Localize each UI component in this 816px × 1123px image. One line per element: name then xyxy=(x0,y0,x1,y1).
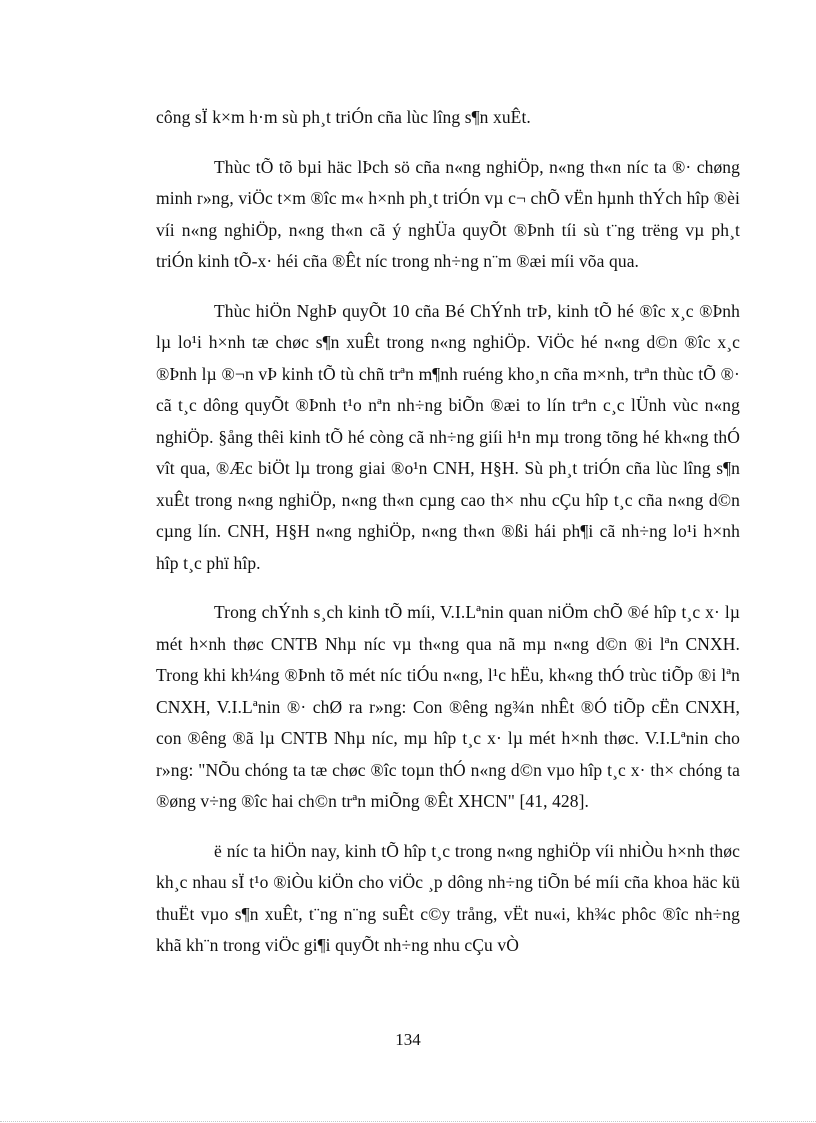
page-bottom-divider xyxy=(0,1121,816,1122)
paragraph-4: Trong chÝnh s¸ch kinh tÕ míi, V.I.Lªnin quan niÖm chÕ ®é hîp t¸c x· lµ mét h×nh thøc CNTB Nhµ níc vµ th«ng qua nã mµ n«ng d©n ®i lªn CNXH. Trong khi kh¼ng ®Þnh tõ mét níc tiÓu n«ng, l¹c hËu, kh«ng thÓ trùc tiÕp ®i lªn CNXH, V.I.Lªnin ®· chØ ra r»ng: Con ®êng ng¾n nhÊt ®Ó tiÕp cËn CNXH, con ®êng ®ã lµ CNTB Nhµ níc, mµ hîp t¸c x· lµ mét h×nh thøc. V.I.Lªnin cho r»ng: "NÕu chóng ta tæ chøc ®îc toµn thÓ n«ng d©n vµo hîp t¸c x· th× chóng ta ®øng v÷ng ®îc hai ch©n trªn miÕng ®Êt XHCN" [41, 428]. xyxy=(156,602,740,811)
paragraph-1: công sÏ k×m h·m sù ph¸t triÓn cña lùc lîng s¶n xuÊt. xyxy=(156,107,531,127)
paragraph-3: Thùc hiÖn NghÞ quyÕt 10 cña Bé ChÝnh trÞ, kinh tÕ hé ®îc x¸c ®Þnh lµ lo¹i h×nh tæ chøc s¶n xuÊt trong n«ng nghiÖp. ViÖc hé n«ng d©n ®îc x¸c ®Þnh lµ ®¬n vÞ kinh tÕ tù chñ trªn m¶nh ruéng kho¸n cña m×nh, trªn thùc tÕ ®· cã t¸c dông quyÕt ®Þnh t¹o nªn nh÷ng biÕn ®æi to lín trªn c¸c lÜnh vùc n«ng nghiÖp. §ång thêi kinh tÕ hé còng cã nh÷ng giíi h¹n mµ trong tõng hé kh«ng thÓ vît qua, ®Æc biÖt lµ trong giai ®o¹n CNH, H§H. Sù ph¸t triÓn cña lùc lîng s¶n xuÊt trong n«ng nghiÖp, n«ng th«n cµng cao th× nhu cÇu hîp t¸c cña n«ng d©n cµng lín. CNH, H§H n«ng nghiÖp, n«ng th«n ®ßi hái ph¶i cã nh÷ng lo¹i h×nh hîp t¸c phï hîp. xyxy=(156,300,740,573)
page-body xyxy=(156,102,740,980)
page-number: 134 xyxy=(395,1030,421,1049)
paragraph-5: ë níc ta hiÖn nay, kinh tÕ hîp t¸c trong n«ng nghiÖp víi nhiÒu h×nh thøc kh¸c nhau sÏ t¹o ®iÒu kiÖn cho viÖc ¸p dông nh÷ng tiÕn bé míi cña khoa häc kü thuËt vµo s¶n xuÊt, t¨ng n¨ng suÊt c©y trång, vËt nu«i, kh¾c phôc ®îc nh÷ng khã kh¨n trong viÖc gi¶i quyÕt nh÷ng nhu cÇu vÒ xyxy=(156,840,740,955)
paragraph-2: Thùc tÕ tõ bµi häc lÞch sö cña n«ng nghiÖp, n«ng th«n níc ta ®· chøng minh r»ng, viÖc t×m ®îc m« h×nh ph¸t triÓn vµ c¬ chÕ vËn hµnh thÝch hîp ®èi víi n«ng nghiÖp, n«ng th«n cã ý nghÜa quyÕt ®Þnh tíi sù t¨ng trëng vµ ph¸t triÓn kinh tÕ-x· héi cña ®Êt níc trong nh÷ng n¨m ®æi míi võa qua. xyxy=(156,156,740,271)
